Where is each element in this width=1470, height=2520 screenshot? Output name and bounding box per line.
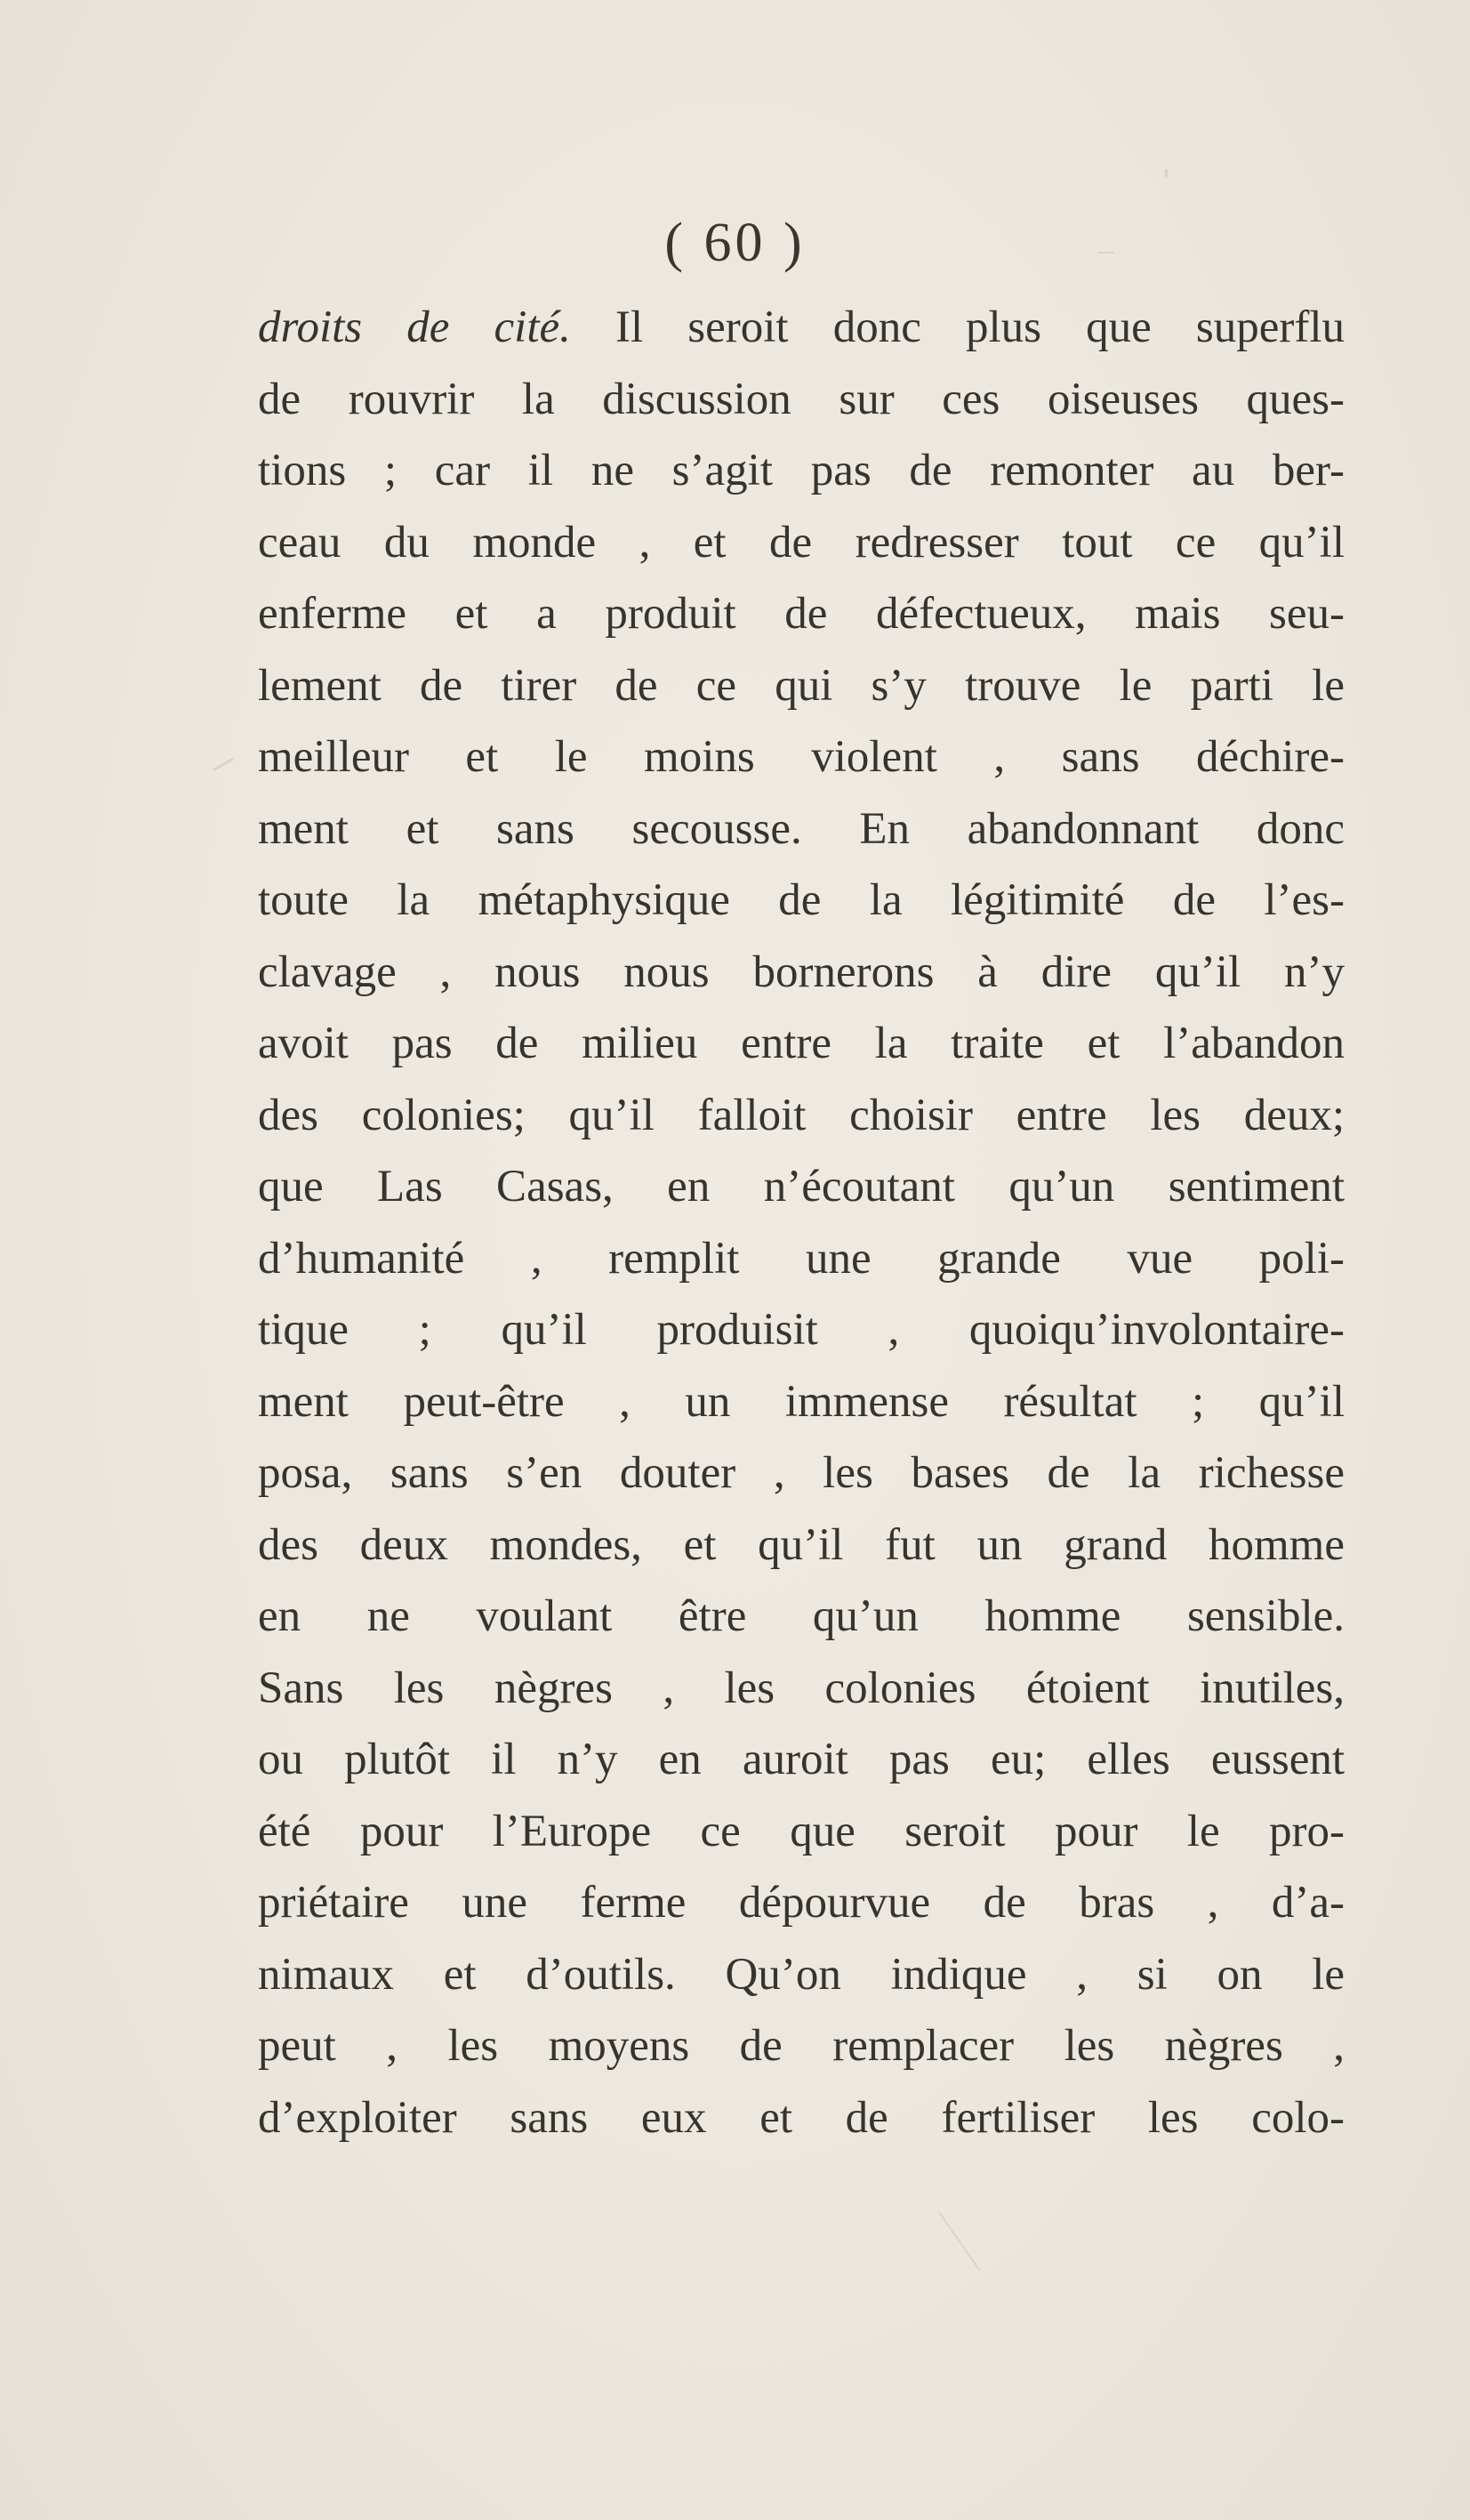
text-line: d’exploiter sans eux et de fertiliser les colo- (258, 2092, 1345, 2143)
text-line: ceau du monde , et de redresser tout ce qu’il (258, 517, 1345, 568)
paper-speck (213, 758, 234, 772)
text-line: de rouvrir la discussion sur ces oiseuses ques- (258, 374, 1345, 424)
text-line: enferme et a produit de défectueux, mais seu- (258, 589, 1345, 639)
text-line: ou plutôt il n’y en auroit pas eu; elles eussent (258, 1735, 1345, 1784)
text-line: tique ; qu’il produisit , quoiqu’involontaire- (258, 1305, 1345, 1355)
italic-phrase: droits de cité. (258, 302, 571, 352)
text-line: d’humanité , remplit une grande vue poli- (258, 1233, 1345, 1284)
text-line: nimaux et d’outils. Qu’on indique , si on le (258, 1949, 1345, 2000)
body-text (258, 292, 1345, 2154)
text-line: posa, sans s’en douter , les bases de la richesse (258, 1448, 1345, 1498)
text-line: en ne voulant être qu’un homme sensible. (258, 1591, 1345, 1641)
text-line: que Las Casas, en n’écoutant qu’un sentiment (258, 1162, 1345, 1212)
text-line: avoit pas de milieu entre la traite et l’abandon (258, 1018, 1345, 1068)
text-line: toute la métaphysique de la légitimité de l’es- (258, 875, 1345, 925)
line-continuation: Il seroit donc plus que superflu (570, 302, 1345, 352)
text-line: des colonies; qu’il falloit choisir entre les deux; (258, 1090, 1345, 1140)
text-line: ment peut-être , un immense résultat ; qu’il (258, 1376, 1345, 1427)
text-line: ment et sans secousse. En abandonnant donc (258, 803, 1345, 854)
text-line: des deux mondes, et qu’il fut un grand homme (258, 1519, 1345, 1570)
page-number: ( 60 ) (664, 213, 806, 273)
text-line: lement de tirer de ce qui s’y trouve le parti le (258, 660, 1345, 711)
text-line: Sans les nègres , les colonies étoient inutiles, (258, 1663, 1345, 1713)
paper-speck (938, 2212, 981, 2272)
text-line: peut , les moyens de remplacer les nègres , (258, 2021, 1345, 2071)
paper-speck (1165, 169, 1168, 178)
text-line-1 (258, 292, 1345, 364)
text-line: été pour l’Europe ce que seroit pour le pro- (258, 1806, 1345, 1856)
text-line: tions ; car il ne s’agit pas de remonter au ber- (258, 446, 1345, 495)
text-line: clavage , nous nous bornerons à dire qu’il n’y (258, 946, 1345, 997)
text-line: meilleur et le moins violent , sans déchire- (258, 732, 1345, 782)
text-line: priétaire une ferme dépourvue de bras , d’a- (258, 1878, 1345, 1928)
